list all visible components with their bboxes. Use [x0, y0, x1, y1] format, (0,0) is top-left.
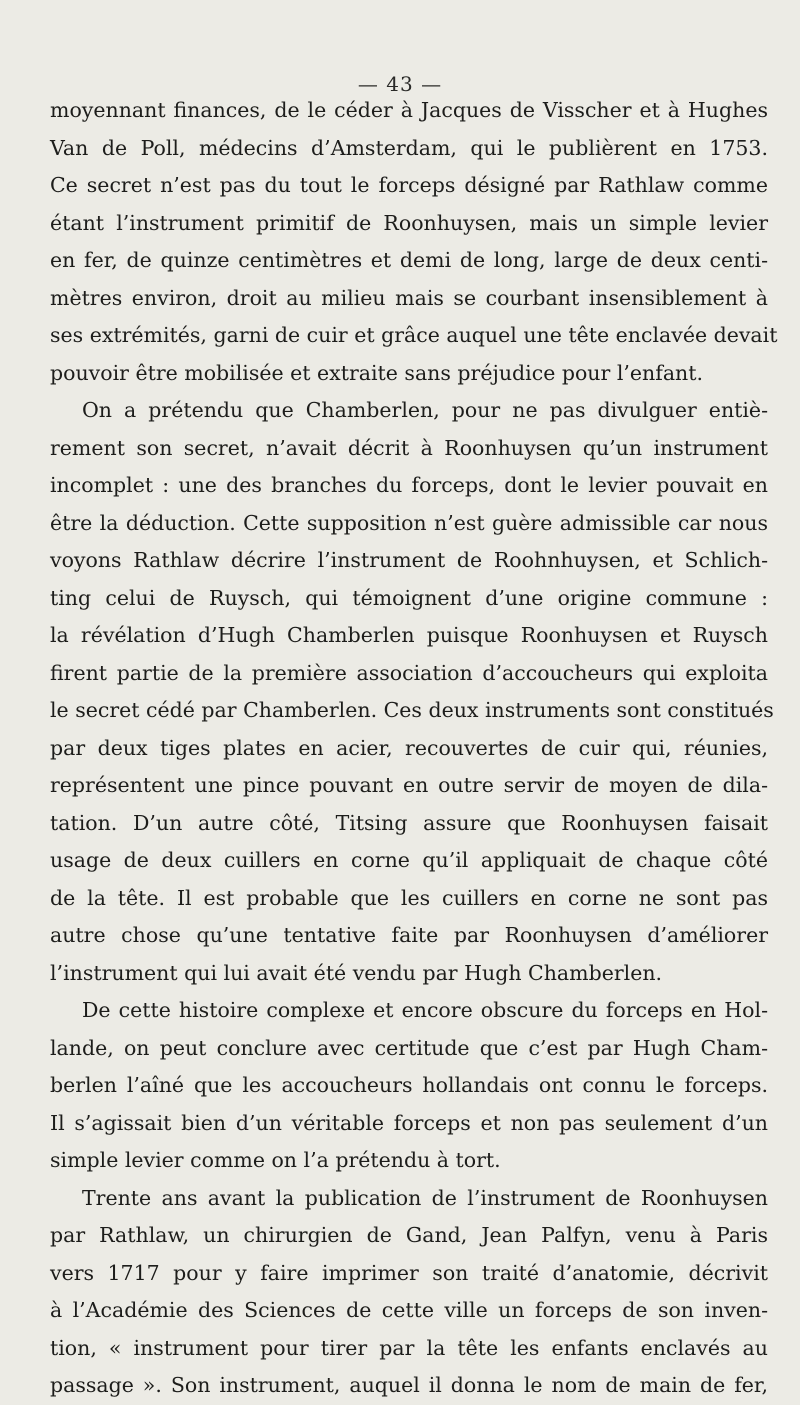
text-line: usage de deux cuillers en corne qu’il appliquait de chaque côté: [50, 848, 768, 872]
body-text: [50, 92, 778, 1405]
text-line: berlen l’aîné que les accoucheurs hollandais ont connu le forceps.: [50, 1073, 768, 1097]
text-line: De cette histoire complexe et encore obscure du forceps en Hol-: [82, 998, 768, 1022]
text-line: pouvoir être mobilisée et extraite sans préjudice pour l’enfant.: [50, 360, 703, 385]
text-line: passage ». Son instrument, auquel il donna le nom de main de fer,: [50, 1373, 768, 1397]
text-line: ting celui de Ruysch, qui témoignent d’une origine commune :: [50, 585, 768, 610]
text-line: le secret cédé par Chamberlen. Ces deux instruments sont constitués: [50, 698, 774, 722]
text-line: l’instrument qui lui avait été vendu par Hugh Chamberlen.: [50, 960, 663, 985]
text-line: firent partie de la première association d’accoucheurs qui exploita: [50, 660, 768, 685]
text-line: étant l’instrument primitif de Roonhuysen, mais un simple levier: [50, 210, 768, 235]
text-line: Van de Poll, médecins d’Amsterdam, qui le publièrent en 1753.: [50, 135, 768, 160]
text-line: la révélation d’Hugh Chamberlen puisque Roonhuysen et Ruysch: [50, 623, 768, 647]
text-line: vers 1717 pour y faire imprimer son traité d’anatomie, décrivit: [50, 1260, 768, 1285]
text-line: à l’Académie des Sciences de cette ville un forceps de son inven-: [50, 1298, 768, 1322]
text-line: autre chose qu’une tentative faite par Roonhuysen d’améliorer: [50, 923, 768, 947]
text-line: rement son secret, n’avait décrit à Roonhuysen qu’un instrument: [50, 435, 768, 460]
text-line: tion, « instrument pour tirer par la tête les enfants enclavés au: [50, 1335, 768, 1360]
page-number: — 43 —: [357, 72, 443, 96]
text-line: On a prétendu que Chamberlen, pour ne pas divulguer entiè-: [82, 398, 768, 422]
text-line: moyennant finances, de le céder à Jacques de Visscher et à Hughes: [50, 98, 768, 122]
text-line: en fer, de quinze centimètres et demi de long, large de deux centi-: [50, 248, 768, 272]
text-line: Ce secret n’est pas du tout le forceps désigné par Rathlaw comme: [50, 173, 768, 197]
text-line: ses extrémités, garni de cuir et grâce auquel une tête enclavée devait: [50, 323, 778, 347]
text-line: par Rathlaw, un chirurgien de Gand, Jean Palfyn, venu à Paris: [50, 1223, 768, 1247]
text-line: par deux tiges plates en acier, recouvertes de cuir qui, réunies,: [50, 735, 768, 760]
text-line: lande, on peut conclure avec certitude que c’est par Hugh Cham-: [50, 1035, 768, 1060]
text-line: mètres environ, droit au milieu mais se courbant insensiblement à: [50, 285, 768, 310]
text-line: de la tête. Il est probable que les cuillers en corne ne sont pas: [50, 885, 768, 910]
text-line: incomplet : une des branches du forceps, dont le levier pouvait en: [50, 473, 768, 497]
text-line: représentent une pince pouvant en outre servir de moyen de dila-: [50, 773, 768, 797]
text-line: Il s’agissait bien d’un véritable forceps et non pas seulement d’un: [50, 1110, 768, 1135]
text-line: simple levier comme on l’a prétendu à tort.: [50, 1148, 501, 1172]
text-line: être la déduction. Cette supposition n’est guère admissible car nous: [50, 510, 768, 535]
text-line: voyons Rathlaw décrire l’instrument de Roohnhuysen, et Schlich-: [50, 548, 768, 572]
text-line: tation. D’un autre côté, Titsing assure que Roonhuysen faisait: [50, 810, 768, 835]
text-line: Trente ans avant la publication de l’instrument de Roonhuysen: [82, 1185, 768, 1210]
